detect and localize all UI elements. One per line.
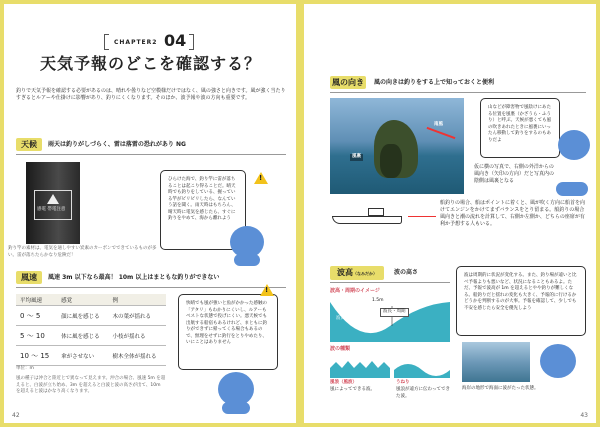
page-number-left: 42 — [12, 412, 20, 419]
south-wind-label: 南風 — [434, 122, 443, 127]
boat-hull — [332, 216, 402, 224]
table-cell: 5 〜 10 — [16, 326, 57, 346]
wave-bubble-text: 波は周期的に状況が変化する。また、釣り場が遠いと比べ予報よりも悪いなど、状況になることもあるよ。ただ、予報で波高が 1m を超えるとやや釣りが難しくなる。船釣りだと揺れの変化も大きく、予報的に行けるかどうかを判断するのが大事。予報を確認して、少しでも不安を感じたら安全を優先しよう — [464, 273, 577, 311]
wind-direction-rule — [330, 92, 586, 93]
chapter-bracket-right — [189, 34, 194, 50]
mascot-worried-body — [234, 254, 260, 266]
wave-kinds-title: 波の種類 — [330, 346, 351, 352]
wind-speed-rule — [16, 287, 286, 288]
rod-warning-label: 感電 帯電注意 — [37, 207, 66, 212]
wind-arrow-icon — [427, 127, 456, 139]
page-number-right: 43 — [580, 412, 588, 419]
wind-bubble — [178, 294, 278, 370]
warning-icon: ! — [254, 172, 268, 184]
weather-headline: 雨天は釣りがしづらく、雷は落雷の恐れがあり NG — [48, 141, 186, 148]
wind-direction-headline: 風の向きは釣りをする上で知っておくと便利 — [374, 79, 495, 86]
rod-photo — [26, 162, 80, 244]
wind-direction-text-1: 仮に横の写真で、右側の外洋からの風向き（矢印の方向）だと写真内の陰側は風裏となる — [474, 164, 555, 184]
wave-height-label: 波高 — [336, 316, 345, 321]
wind-direction-tag: 風の向き — [332, 78, 364, 87]
lee-side-bubble-text: 山などが障害物で風陰けにあたる位置を風裏（かざうら・ふうり）と呼ぶ。天候が悪くても風の吹きあれたときに風裏にいったん移動して釣りをするのもありだよ — [488, 105, 552, 143]
sea-photo-caption: 海岸の地形で海面に波がたった状態。 — [462, 386, 539, 391]
table-cell: 木の葉が揺れる — [109, 306, 166, 326]
page-title: 天気予報のどこを確認する？ — [40, 54, 262, 73]
intro-text: 釣りで天気予報を確認する必要があるのは、晴れや曇りなど空模様だけではなく、風の強さと向きです。風が強く当たりすぎるとルアーや仕掛けに影響があり、釣りにくくなります。そのほか、波予報や波の方向も重要です。 — [16, 88, 286, 101]
weather-rule — [16, 154, 286, 155]
table-cell: 0 〜 5 — [16, 306, 57, 326]
wind-wave-shape — [330, 361, 390, 378]
weather-tag: 天候 — [16, 138, 42, 151]
wave-height-tag-ruby: （なみだか） — [353, 271, 377, 276]
wind-arrow-icon — [408, 216, 436, 217]
wave-diagram-title: 波高・周期のイメージ — [330, 288, 380, 294]
table-row — [16, 306, 166, 326]
swell-label: うねり — [396, 380, 410, 385]
wave-height-tag-label: 波高 — [337, 268, 353, 277]
table-cell: 小枝が揺れる — [109, 326, 166, 346]
wave-crest-label: 波長・周期 — [380, 308, 409, 317]
table-row — [16, 346, 166, 366]
wind-wave-label: 風浪（風波） — [330, 380, 357, 385]
table-cell: 傘がさせない — [57, 346, 108, 366]
wind-wave-desc: 風によってできる波。 — [330, 387, 375, 392]
left-page — [4, 4, 296, 423]
mascot-happy-body — [556, 182, 588, 196]
island-photo — [330, 98, 464, 194]
chapter-bracket — [104, 34, 109, 50]
table-row — [16, 326, 166, 346]
boat-cabin — [368, 208, 384, 216]
lee-side-label: 風裏 — [352, 154, 361, 159]
table-cell: 体に風を感じる — [57, 326, 108, 346]
wave-bubble — [456, 266, 586, 336]
wave-diagram — [330, 296, 450, 342]
rod-warning-sticker — [34, 190, 72, 220]
lightning-bubble-text: ひらけた海で、釣り竿に雷が落ちることは起こり得ることだ。晴天時でも釣りをしている、握っている竿がビリビリしたら、なんていう話を聞く。雨天時はもちろん、晴天時に電気を感じたら、すぐに釣りをやめて、海から離れよう — [168, 177, 236, 221]
mascot-happy — [558, 130, 590, 160]
boat-illustration — [332, 206, 402, 226]
warning-icon: ! — [260, 284, 274, 296]
sea-photo — [462, 342, 530, 382]
swell-shape — [394, 364, 450, 378]
table-cell: 10 〜 15 — [16, 346, 57, 366]
rod-caption: 釣り竿の素材は、電気を通しやすい炭素のカーボンでできているものが多い。雷が落ちたらかなり危険だ！ — [8, 246, 157, 258]
warning-triangle-icon — [47, 194, 59, 204]
wind-table-header-cell: 感覚 — [57, 294, 108, 306]
wave-measure-label: 1.5m — [372, 298, 384, 303]
wind-direction-text-2: 船釣りの場合、船はポイントに着くと、風が吹く方向に船首を向けてエンジンをかけてまずバランスをとり留まる。船釣りの場合風向きと潮の流れを計算して、右側か左側か、どちらの座席が有利か予想する人もいる。 — [440, 200, 586, 227]
wind-speed-table — [16, 294, 166, 366]
mascot-thinking-body — [222, 402, 250, 414]
wind-table-header-cell: 例 — [109, 294, 166, 306]
wind-speed-headline: 風速 3m 以下なら最高！ 10m 以上はまともな釣りができない — [48, 274, 220, 281]
chapter-number: 04 — [164, 31, 187, 50]
wind-unit: 単位：m — [16, 366, 34, 371]
wave-height-tag — [330, 266, 384, 280]
wave-kinds-diagram — [330, 356, 450, 378]
island-shadow — [380, 144, 402, 178]
chapter-label: CHAPTER2 — [114, 39, 158, 46]
wave-height-headline: 波の高さ — [394, 269, 419, 276]
wave-height-rule — [330, 282, 450, 283]
table-cell: 顔に風を感じる — [57, 306, 108, 326]
right-page — [304, 4, 596, 423]
wind-caption: 風の種子は沖合と陸近とで異なって見えます。沖合の場合、風速 5m を超えると、白波が立ち始め、3m を超えると白波と波の高さが出て、10m を超えると波はかなり高くなります。 — [16, 376, 166, 394]
wind-table-header-cell: 平均風速 — [16, 294, 57, 306]
table-cell: 樹木全体が揺れる — [109, 346, 166, 366]
mascot-thinking — [218, 372, 254, 406]
wind-bubble-text: 快晴でも風が強いと魚がかかった感触の「アタリ」もわかりにくいし、ルアーもベストな状態で投げにくい。悪天候でも出航する船宿もあるけれど、まともに釣りができずに帰ってくる場合もあるので、無理をせずに釣行をとりやめたり、いにことはありません — [186, 301, 267, 345]
lee-side-bubble — [480, 98, 560, 158]
wind-speed-tag: 風速 — [16, 271, 42, 284]
wind-table-header — [16, 294, 166, 306]
mascot-fishing — [540, 344, 576, 378]
swell-desc: 風浪が遠方に伝わってできた波。 — [396, 387, 450, 399]
